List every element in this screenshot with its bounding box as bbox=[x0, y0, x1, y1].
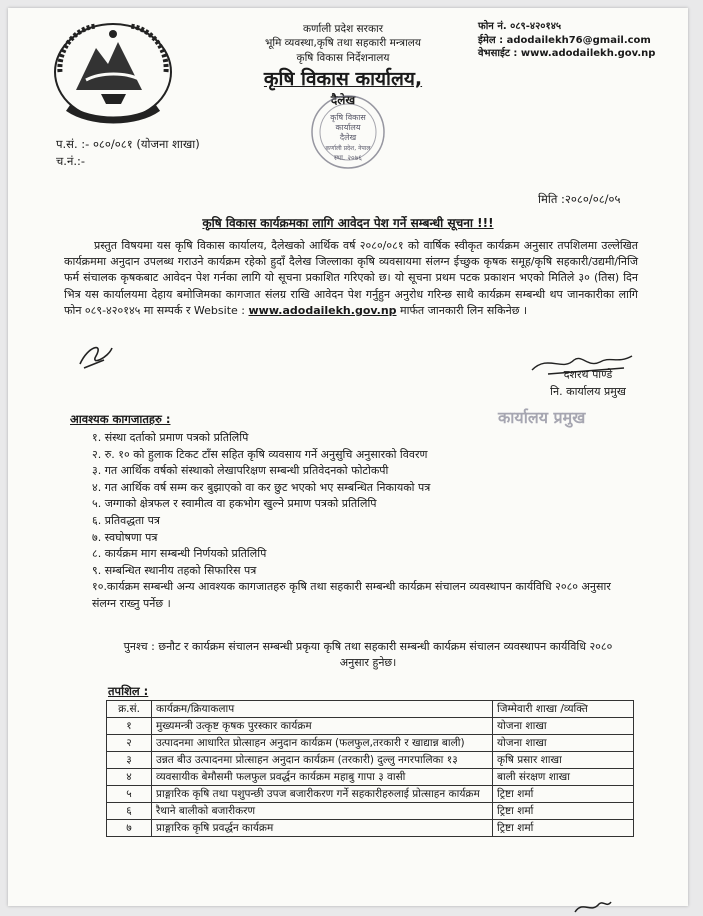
notice-body-text: प्रस्तुत विषयमा यस कृषि विकास कार्यालय, दैलेखको आर्थिक वर्ष २०८०/०८१ को वार्षिक स्वीकृत कार्यक्रम अनुसार तपशिलमा उल्लेखित कार्यक्रममा अनुदान उपलब्ध गराउने कार्यक्रम रहेको हुदाँ दैलेख जिल्लाका कृषि व्यवसायमा संलग्न ईच्छुक कृषक समूह/कृषि सहकारी/उद्यमी/निजि फर्म संचालक कृषकबाट आवेदन पेश गर्नका लागि यो सूचना प्रकाशित गरिएको छ। यो सूचना प्रथम पटक प्रकाशन भएको मितिले ३० (तिस) दिन भित्र यस कार्यालयमा देहाय बमोजिमका कागजात संलग्र राखि आवेदन पेश गर्नुहुन अनुरोध गरिन्छ साथै कार्यक्रम सम्बन्धी थप जानकारीका लागि फोन ०८९-४२०१४५ मा सम्पर्क र Website : bbox=[64, 239, 638, 317]
contact-phone: फोन नं. ०८९-४२०१४५ bbox=[478, 21, 562, 32]
table-cell: ४ bbox=[107, 769, 152, 786]
list-item: ७. स्वघोषणा पत्र bbox=[92, 530, 158, 544]
table-cell: उन्नत बीउ उत्पादनमा प्रोत्साहन अनुदान कार्यक्रम (तरकारी) दुल्लु नगरपालिका १३ bbox=[152, 752, 493, 769]
letterhead-province: कर्णाली प्रदेश सरकार bbox=[302, 23, 384, 35]
table-heading: तपशिल : bbox=[108, 684, 149, 698]
table-row bbox=[107, 769, 634, 786]
stamp-line-3: दैलेख bbox=[339, 133, 357, 142]
stamp-year: स्था. २०७६ bbox=[334, 154, 362, 162]
letter-date: मिति :२०८०/०८/०५ bbox=[538, 192, 621, 206]
table-cell: उत्पादनमा आधारित प्रोत्साहन अनुदान कार्यक्रम (फलफुल,तरकारी र खाद्यान्न बाली) bbox=[152, 735, 493, 752]
letterhead-office: कृषि विकास कार्यालय, bbox=[263, 68, 423, 90]
nepal-emblem-icon bbox=[46, 20, 181, 128]
table-cell: ट्रिष्टा शर्मा bbox=[493, 786, 634, 803]
list-item: १. संस्था दर्ताको प्रमाण पत्रको प्रतिलिपि bbox=[92, 431, 249, 444]
contact-website: वेभसाईट : www.adodailekh.gov.np bbox=[478, 48, 656, 59]
list-item: १०.कार्यक्रम सम्बन्धी अन्य आवश्यक कागजातहरु कृषि तथा सहकारी सम्बन्धी कार्यक्रम संचालन व्यवस्थापन कार्यविधि २०८० अनुसार संलग्न राख्नु पर्नेछ । bbox=[92, 580, 611, 610]
letterhead-directorate: कृषि विकास निर्देशनालय bbox=[296, 52, 390, 64]
office-head-stamp: कार्यालय प्रमुख bbox=[498, 408, 586, 427]
letterhead-district: दैलेख bbox=[330, 93, 356, 107]
office-stamp-icon bbox=[308, 92, 388, 172]
table-cell: १ bbox=[107, 718, 152, 735]
table-row bbox=[107, 735, 634, 752]
initials-signature-icon bbox=[74, 338, 118, 372]
website-link[interactable]: www.adodailekh.gov.np bbox=[248, 303, 397, 317]
documents-list bbox=[92, 430, 652, 613]
letter-number: प.सं. :- ०८०/०८१ (योजना शाखा) bbox=[56, 137, 200, 151]
list-item: २. रु. १० को हुलाक टिकट टाँस सहित कृषि व्यवसाय गर्ने अनुसुचि अनुसारको विवरण bbox=[92, 447, 428, 461]
table-cell: योजना शाखा bbox=[493, 718, 634, 735]
notice-body bbox=[64, 238, 638, 319]
table-row bbox=[107, 752, 634, 769]
table-cell: मुख्यमन्त्री उत्कृष्ट कृषक पुरस्कार कार्यक्रम bbox=[152, 718, 493, 735]
table-cell: ३ bbox=[107, 752, 152, 769]
table-row bbox=[107, 718, 634, 735]
signer-title: नि. कार्यालय प्रमुख bbox=[550, 385, 626, 398]
dispatch-number: च.नं.:- bbox=[56, 154, 86, 168]
column-header: जिम्मेवारी शाखा /व्यक्ति bbox=[493, 701, 634, 718]
table-row bbox=[107, 786, 634, 803]
table-cell: योजना शाखा bbox=[493, 735, 634, 752]
program-table bbox=[106, 700, 634, 837]
table-row bbox=[107, 820, 634, 837]
stamp-line-2: कार्यालय bbox=[335, 123, 361, 132]
contact-email: ईमेल : adodailekh76@gmail.com bbox=[478, 34, 651, 46]
table-cell: ट्रिष्टा शर्मा bbox=[493, 820, 634, 837]
notice-subject-text: कृषि विकास कार्यक्रमका लागि आवेदन पेश गर्ने सम्बन्धी सूचना !!! bbox=[202, 216, 494, 230]
column-header: कार्यक्रम/क्रियाकलाप bbox=[152, 701, 493, 718]
signer-block bbox=[538, 366, 638, 400]
table-cell: २ bbox=[107, 735, 152, 752]
table-cell: कृषि प्रसार शाखा bbox=[493, 752, 634, 769]
letterhead-ministry: भूमि व्यवस्था,कृषि तथा सहकारी मन्त्रालय bbox=[264, 37, 422, 49]
stamp-line-4: कर्णाली प्रदेश, नेपाल bbox=[325, 145, 371, 152]
list-item: ६. प्रतिवद्धता पत्र bbox=[92, 513, 160, 527]
stamp-line-1: कृषि विकास bbox=[330, 113, 366, 122]
table-header-row bbox=[107, 701, 634, 718]
list-item: ९. सम्बन्धित स्थानीय तहको सिफारिस पत्र bbox=[92, 563, 257, 577]
column-header: क्र.सं. bbox=[107, 701, 152, 718]
table-row bbox=[107, 803, 634, 820]
table-cell: ६ bbox=[107, 803, 152, 820]
table-cell: बाली संरक्षण शाखा bbox=[493, 769, 634, 786]
postscript-note: पुनश्च : छनौट र कार्यक्रम संचालन सम्बन्धी प्रकृया कृषि तथा सहकारी सम्बन्धी कार्यक्रम संचालन व्यवस्थापन कार्यविधि २०८० अनुसार हुनेछ। bbox=[123, 640, 613, 669]
notice-subject bbox=[8, 214, 688, 231]
table-cell: व्यवसायीक बेमौसमी फलफुल प्रवर्द्धन कार्यक्रम महाबु गापा ३ वासी bbox=[152, 769, 493, 786]
table-cell: रैथाने बालीको बजारीकरण bbox=[152, 803, 493, 820]
table-cell: प्राङ्गारिक कृषि प्रवर्द्धन कार्यक्रम bbox=[152, 820, 493, 837]
document-page bbox=[8, 8, 688, 906]
list-item: ५. जग्गाको क्षेत्रफल र स्वामीत्व वा हकभोग खुल्ने प्रमाण पत्रको प्रतिलिपि bbox=[92, 497, 377, 511]
list-item: ४. गत आर्थिक वर्ष सम्म कर बुझाएको वा कर छुट भएको भए सम्बन्धित निकायको पत्र bbox=[92, 480, 431, 494]
reference-block bbox=[56, 136, 200, 170]
notice-body-tail: मार्फत जानकारी लिन सकिनेछ । bbox=[396, 303, 528, 317]
documents-heading: आवश्यक कागजातहरु : bbox=[70, 412, 171, 426]
table-cell: प्राङ्गारिक कृषि तथा पशुपन्छी उपज बजारीकरण गर्ने सहकारीहरुलाई प्रोत्साहन कार्यक्रम bbox=[152, 786, 493, 803]
list-item: ३. गत आर्थिक वर्षको संस्थाको लेखापरिक्षण सम्बन्धी प्रतिवेदनको फोटोकपी bbox=[92, 464, 389, 478]
table-cell: ट्रिष्टा शर्मा bbox=[493, 803, 634, 820]
contact-block bbox=[478, 20, 655, 61]
table-cell: ७ bbox=[107, 820, 152, 837]
signer-name: दशरथ पाण्डे bbox=[563, 368, 613, 381]
page-initials-icon bbox=[573, 898, 613, 916]
table-cell: ५ bbox=[107, 786, 152, 803]
list-item: ८. कार्यक्रम माग सम्बन्धी निर्णयको प्रतिलिपि bbox=[92, 547, 267, 561]
